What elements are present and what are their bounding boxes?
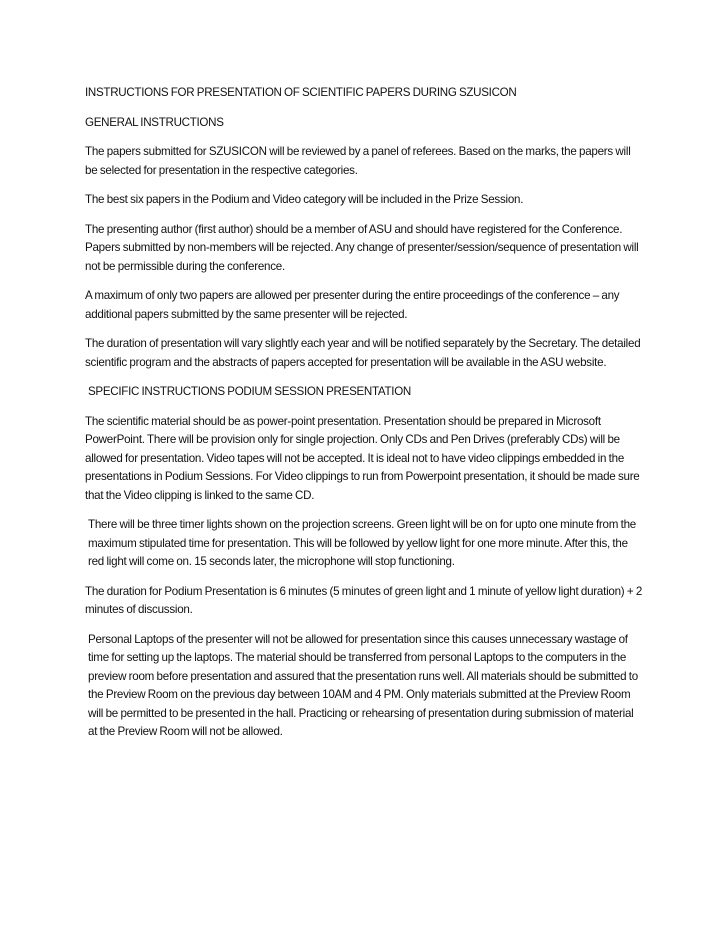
general-paragraph-1: The papers submitted for SZUSICON will be reviewed by a panel of referees. Based on the marks, the papers will be selected for presentation in the respective categories. xyxy=(85,145,631,177)
specific-paragraph-4: Personal Laptops of the presenter will not be allowed for presentation since this causes unnecessary wastage of time for setting up the laptops. The material should be transferred from personal Laptops to the computers in the preview room before presentation and assured that the presentation runs well. All materials should be submitted to the Preview Room on the previous day between 10AM and 4 PM. Only materials submitted at the Preview Room will be permitted to be presented in the hall. Practicing or rehearsing of presentation during submission of material at the Preview Room will not be allowed. xyxy=(88,632,638,738)
general-instructions-heading: GENERAL INSTRUCTIONS xyxy=(85,115,224,129)
specific-paragraph-2: There will be three timer lights shown on the projection screens. Green light will be on for upto one minute from the maximum stipulated time for presentation. This will be followed by yellow light for one more minute. After this, the red light will come on. 15 seconds later, the microphone will stop functioning. xyxy=(88,518,636,568)
document-body xyxy=(85,84,645,742)
general-paragraph-4: A maximum of only two papers are allowed per presenter during the entire proceedings of the conference – any additional papers submitted by the same presenter will be rejected. xyxy=(85,289,620,321)
general-paragraph-5: The duration of presentation will vary slightly each year and will be notified separately by the Secretary. The detailed scientific program and the abstracts of papers accepted for presentation will be available in the ASU website. xyxy=(85,337,641,369)
document-title: INSTRUCTIONS FOR PRESENTATION OF SCIENTIFIC PAPERS DURING SZUSICON xyxy=(85,86,517,99)
specific-instructions-heading: SPECIFIC INSTRUCTIONS PODIUM SESSION PRESENTATION xyxy=(88,385,411,398)
specific-paragraph-3: The duration for Podium Presentation is 6 minutes (5 minutes of green light and 1 minute of yellow light duration) + 2 minutes of discussion. xyxy=(85,584,643,616)
general-paragraph-3: The presenting author (first author) should be a member of ASU and should have registered for the Conference. Papers submitted by non-members will be rejected. Any change of presenter/session/sequence of presentation will not be permissible during the conference. xyxy=(85,222,639,273)
general-paragraph-2: The best six papers in the Podium and Video category will be included in the Prize Session. xyxy=(85,193,524,206)
specific-paragraph-1: The scientific material should be as power-point presentation. Presentation should be prepared in Microsoft PowerPoint. There will be provision only for single projection. Only CDs and Pen Drives (preferably CDs) will be allowed for presentation. Video tapes will not be accepted. It is ideal not to have video clippings embedded in the presentations in Podium Sessions. For Video clippings to run from Powerpoint presentation, it should be made sure that the Video clipping is linked to the same CD. xyxy=(85,414,640,502)
